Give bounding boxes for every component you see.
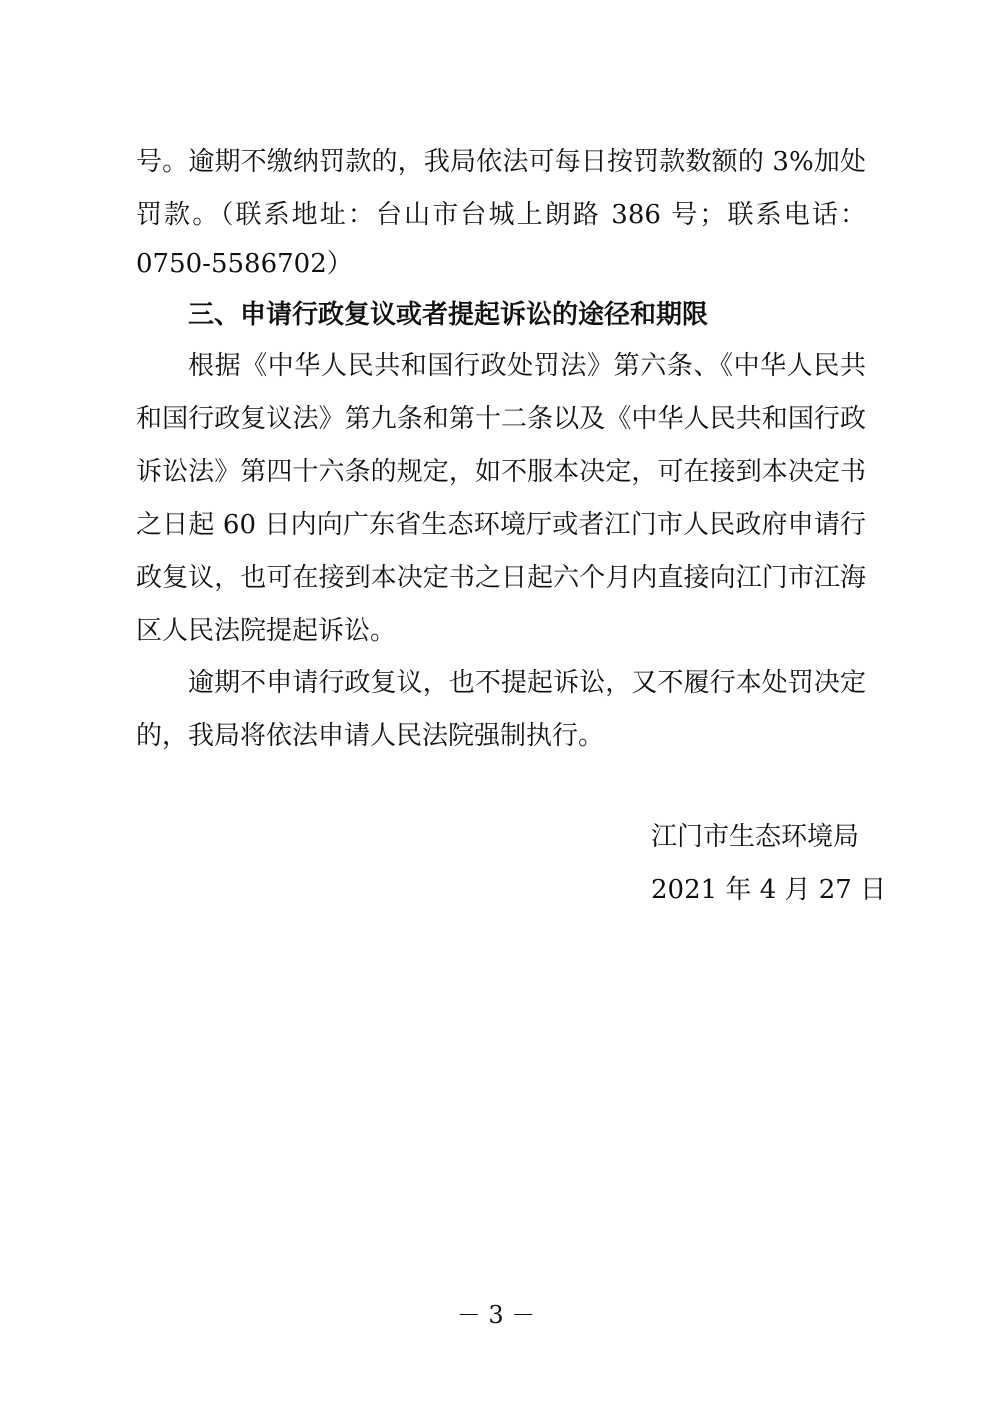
paragraph-line: 之日起 60 日内向广东省生态环境厅或者江门市人民政府申请行 [136,510,866,540]
page-number: － 3 － [456,1301,536,1329]
paragraph-line: 政复议，也可在接到本决定书之日起六个月内直接向江门市江海 [136,563,866,593]
paragraph-line: 根据《中华人民共和国行政处罚法》第六条、《中华人民共 [188,351,866,381]
paragraph-line: 0750-5586702） [136,249,353,279]
paragraph-line: 逾期不申请行政复议，也不提起诉讼，又不履行本处罚决定 [188,668,866,698]
paragraph-line: 和国行政复议法》第九条和第十二条以及《中华人民共和国行政 [136,404,866,434]
signature-organization: 江门市生态环境局 [651,822,860,852]
paragraph-line: 号。逾期不缴纳罚款的，我局依法可每日按罚款数额的 3%加处 [136,147,866,177]
paragraph-line: 区人民法院提起诉讼。 [136,616,397,646]
paragraph-line: 诉讼法》第四十六条的规定，如不服本决定，可在接到本决定书 [136,457,866,487]
paragraph-line: 的，我局将依法申请人民法院强制执行。 [136,721,605,751]
section-heading: 三、申请行政复议或者提起诉讼的途径和期限 [188,300,709,330]
signature-date: 2021 年 4 月 27 日 [651,875,887,905]
paragraph-line: 罚款。（联系地址：台山市台城上朗路 386 号；联系电话： [136,200,866,230]
